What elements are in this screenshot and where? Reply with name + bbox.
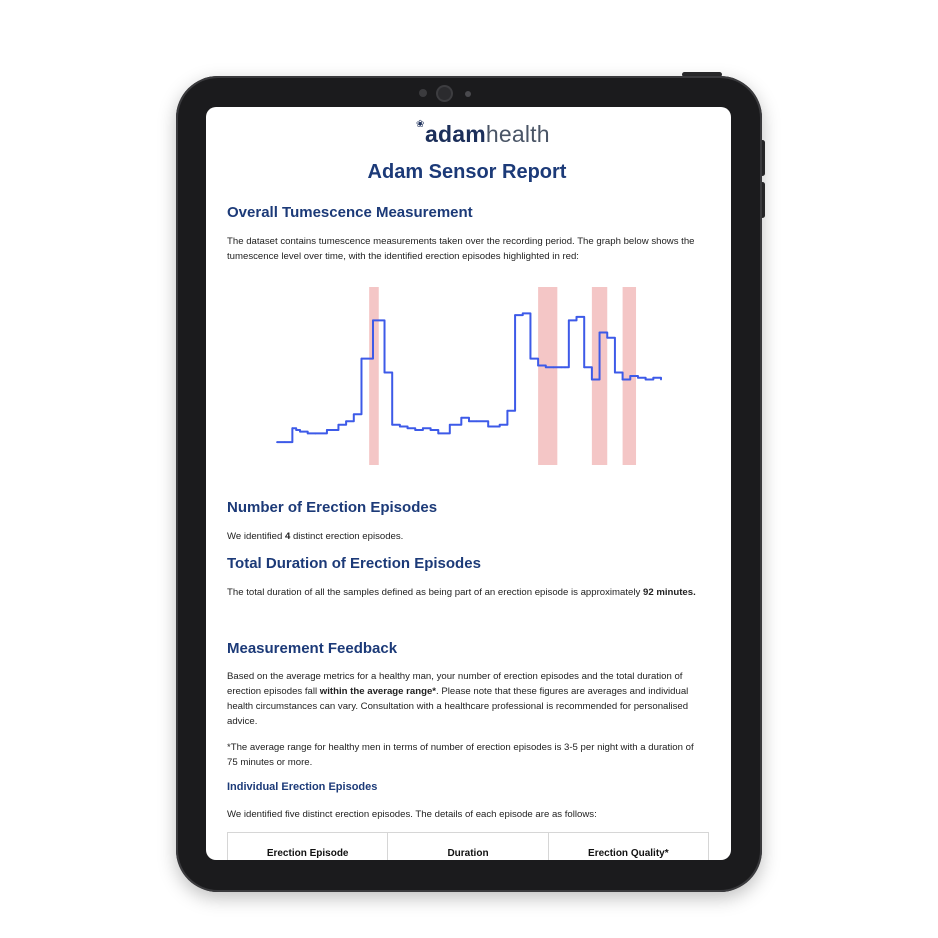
data-point-31: [537, 365, 539, 367]
data-point-30: [530, 358, 532, 360]
data-point-5: [307, 433, 309, 435]
data-point-35: [564, 366, 566, 368]
data-point-44: [629, 375, 631, 377]
data-point-1: [284, 441, 286, 443]
data-point-16: [407, 427, 409, 429]
data-point-13: [384, 372, 386, 374]
individual-text: We identified five distinct erection episodes. The details of each episode are as follows:: [227, 809, 597, 820]
data-point-21: [449, 424, 451, 426]
data-point-38: [583, 366, 585, 368]
report-title: Adam Sensor Report: [367, 161, 567, 183]
data-point-25: [487, 426, 489, 428]
data-point-39: [591, 379, 593, 381]
data-point-9: [345, 420, 347, 422]
data-point-15: [399, 426, 401, 428]
feedback-text: Based on the average metrics for a healthy man, your number of erection episodes and the total duration of erection episodes fall within the average range*. Please note that these figures are averages and individual health circumstances can vary. Consultation with a healthcare professional is recommended for personalised advice.: [227, 671, 689, 727]
data-point-8: [338, 424, 340, 426]
episode-highlight-2: [538, 287, 557, 465]
section-text-tumescence: The dataset contains tumescence measurements taken over the recording period. The graph below shows the tumescence level over time, with the identified erection episodes highlighted in red:: [227, 236, 695, 262]
data-point-14: [391, 424, 393, 426]
tumescence-chart: [273, 287, 673, 465]
data-point-17: [414, 429, 416, 431]
data-point-7: [326, 429, 328, 431]
episodes-text: We identified 4 distinct erection episodes.: [227, 531, 404, 542]
section-heading-tumescence: Overall Tumescence Measurement: [227, 204, 473, 221]
data-point-11: [361, 358, 363, 360]
duration-text: The total duration of all the samples defined as being part of an erection episode is approximately 92 minutes.: [227, 587, 696, 598]
episodes-table: [227, 832, 709, 860]
table-header-episode: Erection Episode: [228, 833, 388, 860]
section-heading-feedback: Measurement Feedback: [227, 640, 398, 657]
data-point-37: [576, 316, 578, 318]
data-point-48: [660, 379, 662, 381]
episode-highlight-1: [369, 287, 379, 465]
front-camera: [438, 87, 451, 100]
leaf-icon: ❀: [416, 119, 425, 130]
data-point-26: [499, 424, 501, 426]
data-point-34: [560, 366, 562, 368]
footnote-text: *The average range for healthy men in terms of number of erection episodes is 3-5 per night with a duration of 75 minutes or more.: [227, 742, 694, 768]
data-point-24: [476, 420, 478, 422]
data-point-22: [460, 417, 462, 419]
data-point-19: [430, 429, 432, 431]
section-heading-individual: Individual Erection Episodes: [227, 781, 378, 793]
data-point-43: [622, 379, 624, 381]
data-point-46: [645, 379, 647, 381]
data-point-10: [353, 413, 355, 415]
data-point-45: [637, 377, 639, 379]
data-point-23: [468, 420, 470, 422]
data-point-32: [545, 366, 547, 368]
data-point-4: [299, 431, 301, 433]
data-point-42: [614, 372, 616, 374]
table-header-duration: Duration: [388, 833, 548, 860]
data-point-41: [606, 337, 608, 339]
data-point-33: [553, 366, 555, 368]
table-header-quality: Erection Quality*: [588, 848, 669, 859]
adamhealth-logo: ❀ adamhealth: [416, 119, 550, 147]
section-heading-duration: Total Duration of Erection Episodes: [227, 555, 481, 572]
data-point-47: [652, 377, 654, 379]
data-point-27: [507, 410, 509, 412]
data-point-12: [372, 319, 374, 321]
data-point-6: [315, 433, 317, 435]
data-point-28: [514, 314, 516, 316]
data-point-2: [291, 427, 293, 429]
data-point-29: [522, 312, 524, 314]
data-point-40: [599, 332, 601, 334]
data-point-18: [422, 427, 424, 429]
data-point-20: [437, 433, 439, 435]
data-point-3: [295, 429, 297, 431]
light-sensor: [465, 91, 471, 97]
data-point-0: [276, 441, 278, 443]
tablet-screen: [206, 107, 731, 860]
sensor-dot: [419, 89, 427, 97]
data-point-36: [568, 319, 570, 321]
section-heading-episodes: Number of Erection Episodes: [227, 499, 438, 516]
